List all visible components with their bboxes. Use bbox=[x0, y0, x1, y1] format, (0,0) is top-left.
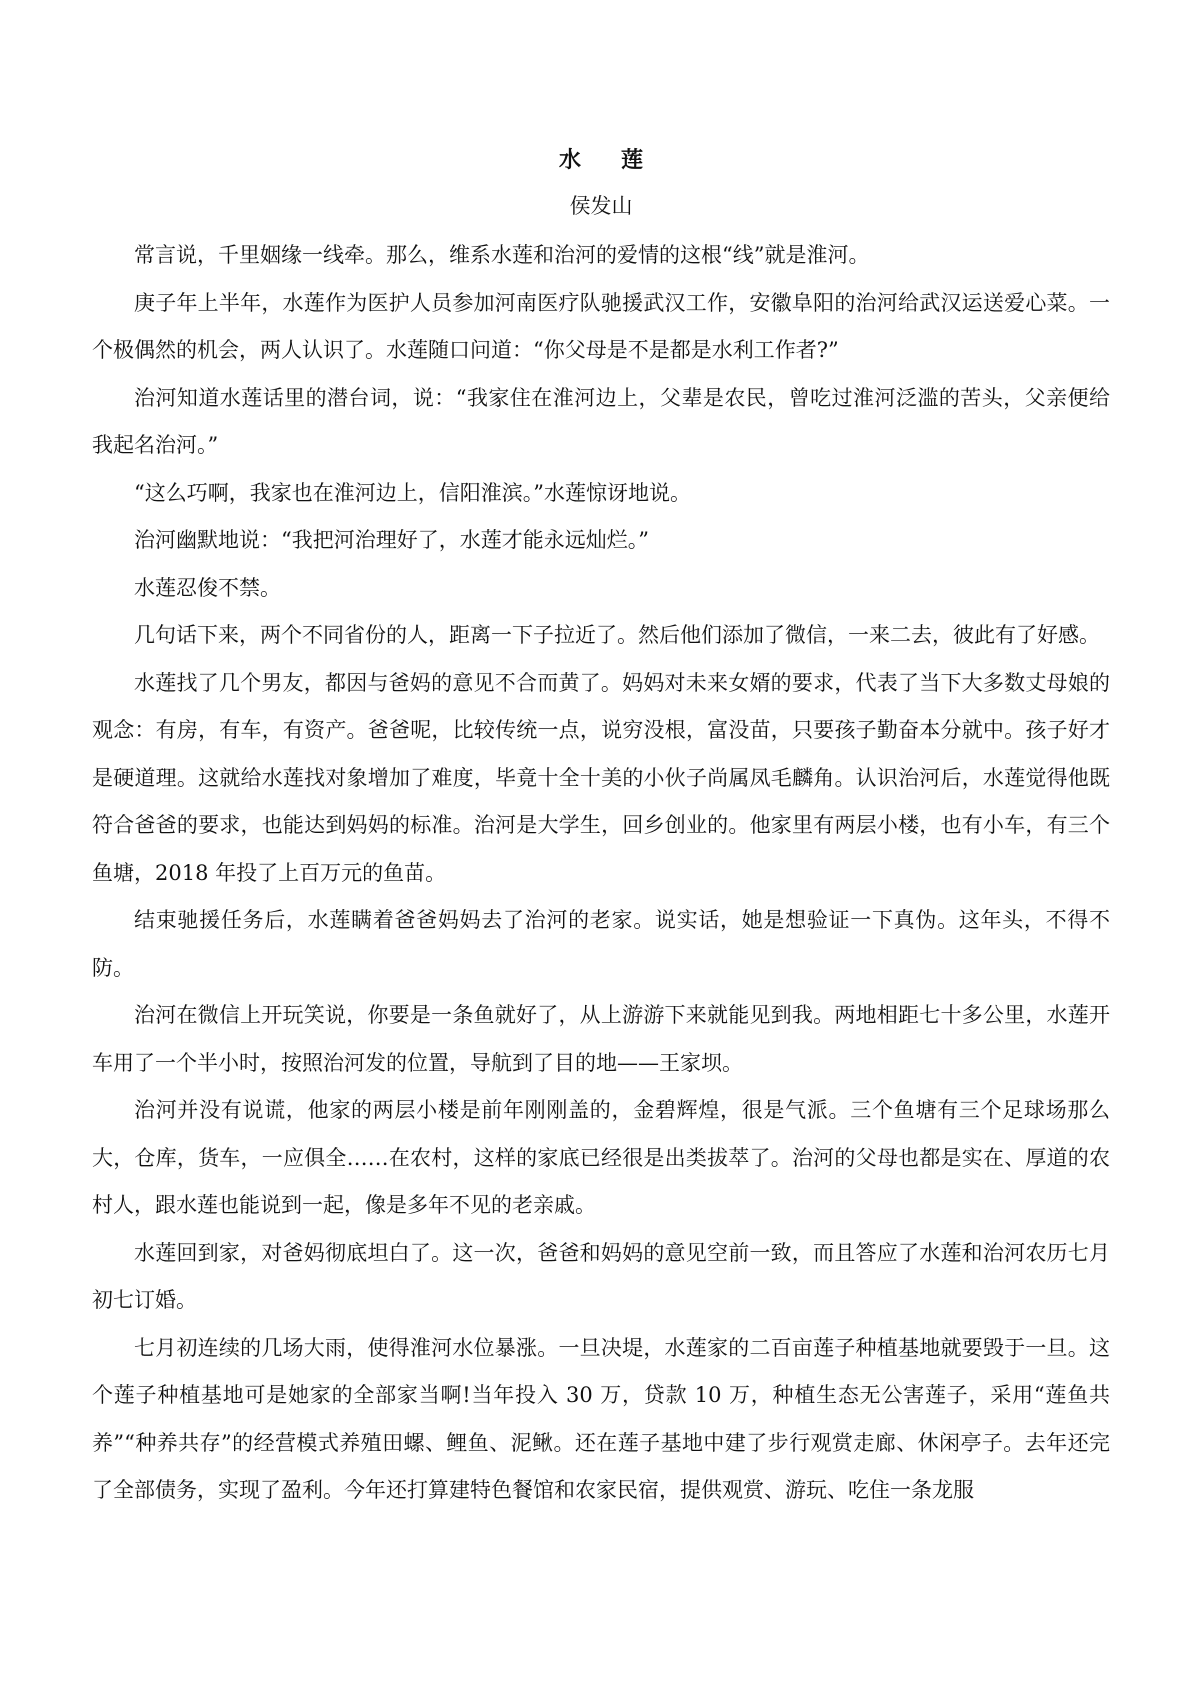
paragraph: “这么巧啊，我家也在淮河边上，信阳淮滨。”水莲惊讶地说。 bbox=[134, 480, 691, 505]
paragraph: 治河在微信上开玩笑说，你要是一条鱼就好了，从上游游下来就能见到我。两地相距七十多公里，水莲开车用了一个半小时，按照治河发的位置，导航到了目的地——王家坝。 bbox=[92, 1003, 1110, 1075]
article-author: 侯发山 bbox=[569, 194, 633, 218]
paragraph: 几句话下来，两个不同省份的人，距离一下子拉近了。然后他们添加了微信，一来二去，彼此有了好感。 bbox=[134, 623, 1100, 647]
paragraph: 水莲回到家，对爸妈彻底坦白了。这一次，爸爸和妈妈的意见空前一致，而且答应了水莲和治河农历七月初七订婚。 bbox=[92, 1240, 1110, 1312]
paragraph: 治河幽默地说：“我把河治理好了，水莲才能永远灿烂。” bbox=[134, 528, 649, 552]
paragraph: 水莲找了几个男友，都因与爸妈的意见不合而黄了。妈妈对未来女婿的要求，代表了当下大多数丈母娘的观念：有房，有车，有资产。爸爸呢，比较传统一点，说穷没根，富没苗，只要孩子勤奋本分就中。孩子好才是硬道理。这就给水莲找对象增加了难度，毕竟十全十美的小伙子尚属凤毛麟角。认识治河后，水莲觉得他既符合爸爸的要求，也能达到妈妈的标准。治河是大学生，回乡创业的。他家里有两层小楼，也有小车，有三个鱼塘，2018 年投了上百万元的鱼苗。 bbox=[92, 670, 1110, 885]
article-title-second-char: 莲 bbox=[621, 147, 644, 173]
paragraph: 七月初连续的几场大雨，使得淮河水位暴涨。一旦决堤，水莲家的二百亩莲子种植基地就要毁于一旦。这个莲子种植基地可是她家的全部家当啊!当年投入 30 万，贷款 10 万，种植生态无公害莲子，采用“莲鱼共养”“种养共存”的经营模式养殖田螺、鲤鱼、泥鳅。还在莲子基地中建了步行观赏走廊、休闲亭子。去年还完了全部债务，实现了盈利。今年还打算建特色餐馆和农家民宿，提供观赏、游玩、吃住一条龙服 bbox=[92, 1335, 1110, 1502]
paragraph: 水莲忍俊不禁。 bbox=[134, 575, 281, 600]
paragraph: 治河知道水莲话里的潜台词，说：“我家住在淮河边上，父辈是农民，曾吃过淮河泛滥的苦头，父亲便给我起名治河。” bbox=[92, 385, 1110, 457]
paragraph: 常言说，千里姻缘一线牵。那么，维系水莲和治河的爱情的这根“线”就是淮河。 bbox=[134, 243, 870, 267]
article-title-first-char: 水 bbox=[558, 147, 581, 173]
paragraph: 治河并没有说谎，他家的两层小楼是前年刚刚盖的，金碧辉煌，很是气派。三个鱼塘有三个足球场那么大，仓库，货车，一应俱全……在农村，这样的家底已经很是出类拔萃了。治河的父母也都是实在、厚道的农村人，跟水莲也能说到一起，像是多年不见的老亲戚。 bbox=[92, 1098, 1110, 1217]
paragraph: 结束驰援任务后，水莲瞒着爸爸妈妈去了治河的老家。说实话，她是想验证一下真伪。这年头，不得不防。 bbox=[92, 908, 1110, 980]
paragraph: 庚子年上半年，水莲作为医护人员参加河南医疗队驰援武汉工作，安徽阜阳的治河给武汉运送爱心菜。一个极偶然的机会，两人认识了。水莲随口问道：“你父母是不是都是水利工作者?” bbox=[92, 290, 1110, 362]
article-title bbox=[92, 140, 1110, 180]
